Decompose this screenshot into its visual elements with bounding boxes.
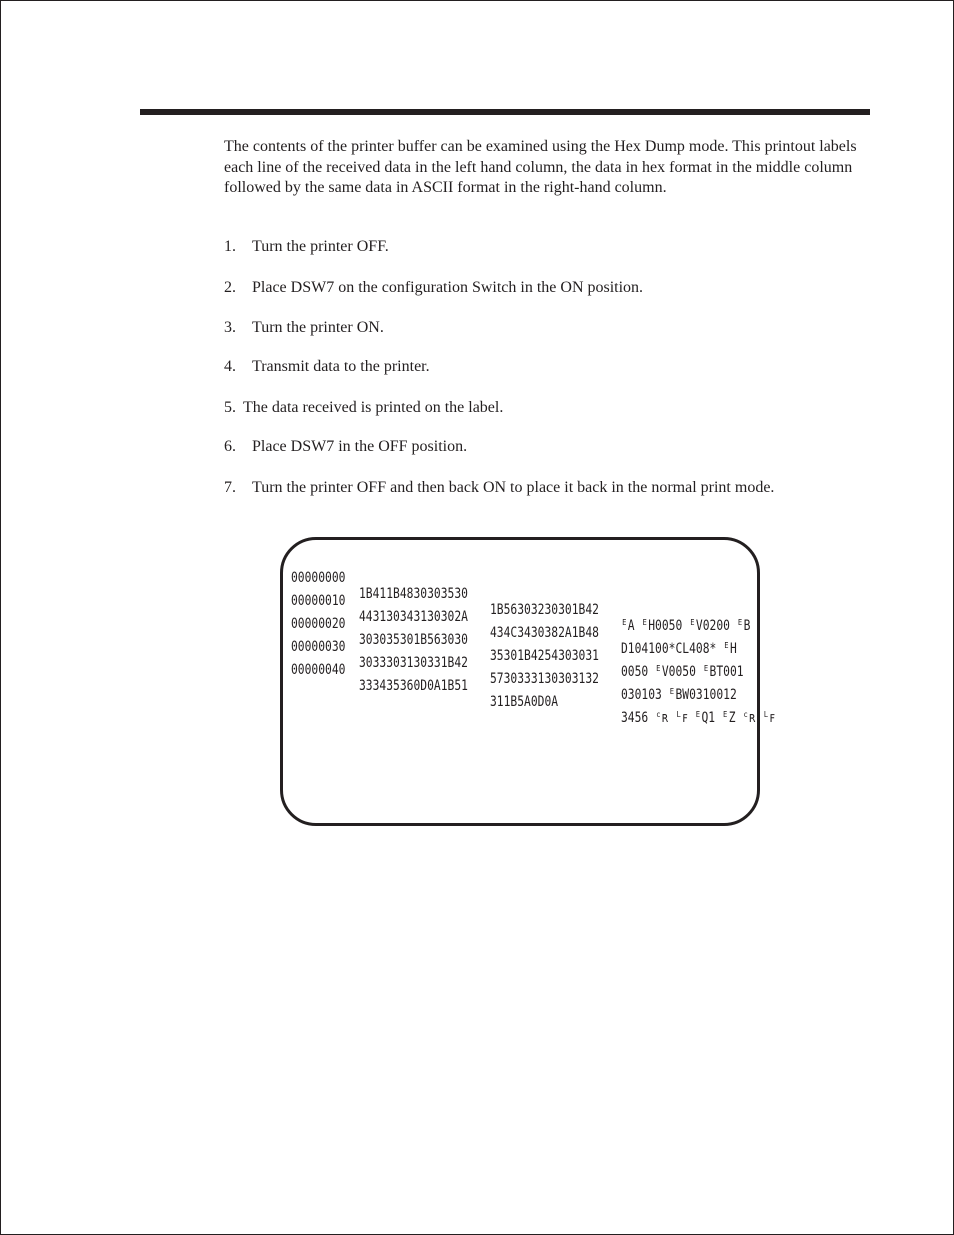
step-item: [224, 278, 643, 298]
step-item: [224, 318, 384, 338]
step-text: Place DSW7 on the configuration Switch in the ON position.: [252, 279, 644, 296]
row-hex-1: 303035301B563030: [359, 632, 468, 648]
step-number: 5.: [224, 399, 236, 416]
step-text: Turn the printer OFF and then back ON to place it back in the normal print mode.: [252, 479, 775, 496]
row-offset: 00000030: [291, 639, 346, 655]
row-hex-2: 35301B4254303031: [490, 648, 599, 664]
step-number: 1.: [224, 238, 236, 255]
row-ascii: 030103 ᴱBW0310012: [621, 687, 737, 703]
row-hex-1: 443130343130302A: [359, 609, 468, 625]
step-text: Turn the printer ON.: [252, 319, 384, 336]
step-number: 2.: [224, 279, 236, 296]
step-number: 4.: [224, 358, 236, 375]
row-hex-1: 333435360D0A1B51: [359, 678, 468, 694]
step-text: The data received is printed on the label.: [243, 399, 504, 416]
step-number: 7.: [224, 479, 236, 496]
row-ascii: 0050 ᴱV0050 ᴱBT001: [621, 664, 744, 680]
row-ascii: ᴱA ᴱH0050 ᴱV0200 ᴱB: [621, 618, 751, 634]
intro-paragraph: The contents of the printer buffer can be examined using the Hex Dump mode. This printout labels each line of the received data in the left hand column, the data in hex format in the middle column followed by the same data in ASCII format in the right-hand column.: [224, 138, 857, 196]
section-header-rule: [140, 109, 870, 115]
row-offset: 00000010: [291, 593, 346, 609]
step-text: Place DSW7 in the OFF position.: [252, 438, 468, 455]
row-ascii: 3456 ᶜʀ ᴸꜰ ᴱQ1 ᴱZ ᶜʀ ᴸꜰ: [621, 710, 776, 726]
row-offset: 00000040: [291, 662, 346, 678]
step-item: [224, 398, 503, 418]
step-item: [224, 478, 774, 498]
row-hex-2: 311B5A0D0A: [490, 694, 559, 710]
hex-dump-table: [291, 554, 776, 726]
row-ascii: D104100*CL408* ᴱH: [621, 641, 737, 657]
step-item: [224, 357, 430, 377]
step-number: 6.: [224, 438, 236, 455]
row-hex-1: 1B411B4830303530: [359, 586, 468, 602]
row-offset: 00000020: [291, 616, 346, 632]
row-hex-2: 5730333130303132: [490, 671, 599, 687]
row-hex-1: 3033303130331B42: [359, 655, 468, 671]
step-text: Turn the printer OFF.: [252, 238, 389, 255]
step-item: [224, 437, 467, 457]
row-offset: 00000000: [291, 570, 346, 586]
row-hex-2: 434C3430382A1B48: [490, 625, 599, 641]
row-hex-2: 1B56303230301B42: [490, 602, 599, 618]
step-item: [224, 237, 389, 257]
step-text: Transmit data to the printer.: [252, 358, 430, 375]
hex-dump-label: [280, 537, 776, 826]
step-number: 3.: [224, 319, 236, 336]
